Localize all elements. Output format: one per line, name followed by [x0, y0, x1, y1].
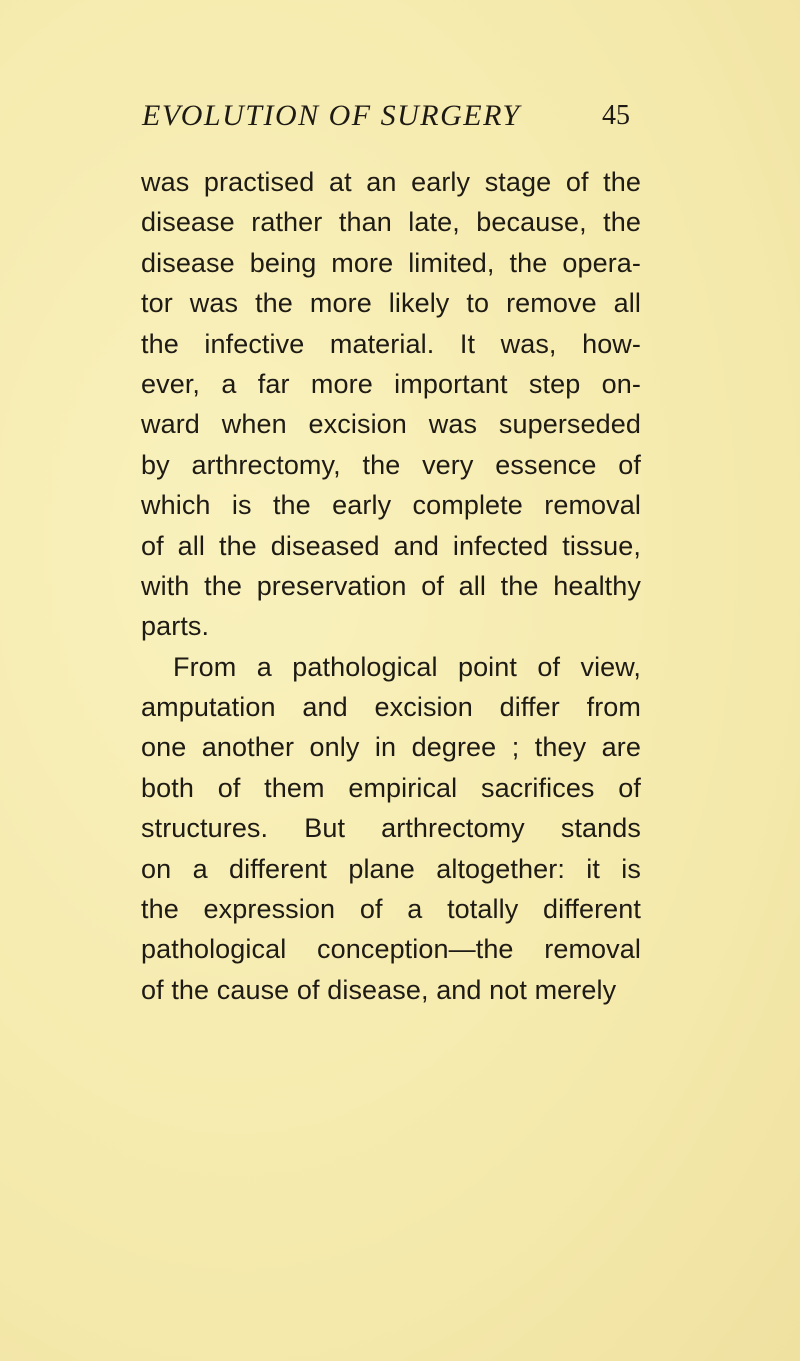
text-line: structures. But arthrectomy stands: [141, 813, 641, 844]
text-line: by arthrectomy, the very essence of: [141, 449, 641, 480]
text-line: of the cause of disease, and not merely: [141, 974, 617, 1005]
text-line: one another only in degree ; they are: [141, 732, 641, 763]
text-line: with the preservation of all the healthy: [141, 570, 641, 601]
body-text: [141, 162, 641, 1010]
text-line: was practised at an early stage of the: [141, 167, 641, 197]
text-line: From a pathological point of view,: [173, 651, 641, 682]
text-line: disease rather than late, because, the: [141, 207, 641, 238]
text-line: parts.: [141, 611, 210, 642]
text-line: of all the diseased and infected tissue,: [141, 530, 641, 561]
text-line: disease being more limited, the opera-: [141, 247, 641, 278]
running-head: [142, 96, 630, 136]
text-line: ward when excision was superseded: [141, 409, 641, 440]
running-title: EVOLUTION OF SURGERY: [142, 99, 521, 132]
text-line: amputation and excision differ from: [141, 692, 641, 723]
text-line: ever, a far more important step on-: [141, 368, 641, 399]
text-line: on a different plane altogether: it is: [141, 853, 641, 884]
text-line: both of them empirical sacrifices of: [141, 772, 641, 803]
text-line: pathological conception—the removal: [141, 934, 641, 965]
page-number: 45: [602, 100, 630, 131]
text-line: which is the early complete removal: [141, 490, 641, 521]
text-line: the expression of a totally different: [141, 894, 641, 925]
text-line: the infective material. It was, how-: [141, 328, 641, 359]
text-line: tor was the more likely to remove all: [141, 288, 641, 319]
